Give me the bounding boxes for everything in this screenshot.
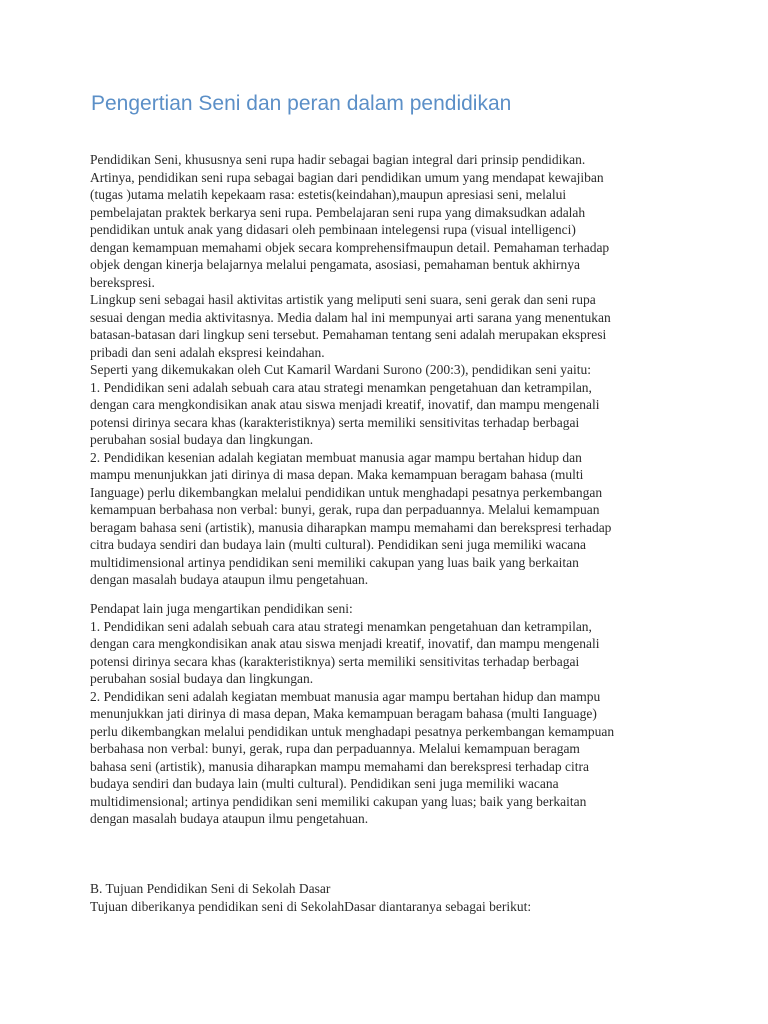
section-heading: B. Tujuan Pendidikan Seni di Sekolah Dasar: [90, 881, 331, 896]
paragraph-block-definition: [90, 151, 611, 589]
text-line: dengan kemampuan memahami objek secara komprehensifmaupun detail. Pemahaman terhadap: [90, 239, 610, 255]
text-line: potensi dirinya secara khas (karakteristiknya) serta memiliki sensitivitas terhadap berbagai: [90, 414, 580, 430]
text-line: dengan cara mengkondisikan anak atau siswa menjadi kreatif, inovatif, dan mampu mengenali: [90, 636, 600, 651]
text-line: Lingkup seni sebagai hasil aktivitas artistik yang meliputi seni suara, seni gerak dan seni rupa: [90, 292, 596, 307]
text-line: potensi dirinya secara khas (karakteristiknya) serta memiliki sensitivitas terhadap berbagai: [90, 653, 580, 669]
text-line: (tugas )utama melatih kepekaam rasa: estetis(keindahan),maupun apresiasi seni, melalui: [90, 187, 567, 202]
paragraph-block-goals: [90, 880, 531, 915]
text-line: 2. Pendidikan seni adalah kegiatan membuat manusia agar mampu bertahan hidup dan mampu: [90, 688, 601, 704]
text-line: Artinya, pendidikan seni rupa sebagai bagian dari pendidikan umum yang mendapat kewajiban: [90, 169, 604, 185]
text-line: pembelajatan praktek berkarya seni rupa. Pembelajaran seni rupa yang dimaksudkan adalah: [90, 204, 586, 220]
text-line: perubahan sosial budaya dan lingkungan.: [90, 432, 314, 447]
text-line: perlu dikembangkan melalui pendidikan untuk menghadapi pesatnya perkembangan kemampuan: [90, 723, 615, 739]
text-line: multidimensional artinya pendidikan seni memiliki cakupan yang luas baik yang berkaitan: [90, 554, 579, 570]
text-line: perubahan sosial budaya dan lingkungan.: [90, 671, 314, 686]
text-line: citra budaya sendiri dan budaya lain (multi cultural). Pendidikan seni juga memiliki wacana: [90, 537, 586, 552]
text-line: Pendapat lain juga mengartikan pendidikan seni:: [90, 601, 353, 616]
paragraph-block-other-opinion: [90, 600, 614, 828]
text-line: dengan masalah budaya ataupun ilmu pengetahuan.: [90, 572, 369, 587]
document-title: Pengertian Seni dan peran dalam pendidikan: [91, 92, 512, 115]
text-line: 1. Pendidikan seni adalah sebuah cara atau strategi menamkan pengetahuan dan ketrampilan,: [90, 379, 592, 395]
text-line: dengan cara mengkondisikan anak atau siswa menjadi kreatif, inovatif, dan mampu mengenali: [90, 397, 600, 412]
text-line: Tujuan diberikanya pendidikan seni di SekolahDasar diantaranya sebagai berikut:: [90, 898, 532, 914]
text-line: berbahasa non verbal: bunyi, gerak, rupa dan perpaduannya. Melalui kemampuan beragam: [90, 741, 580, 756]
text-line: budaya sendiri dan budaya lain (multi cultural). Pendidikan seni juga memiliki wacana: [90, 776, 559, 791]
text-line: pribadi dan seni adalah ekspresi keindahan.: [90, 344, 325, 360]
text-line: kemampuan berbahasa non verbal: bunyi, gerak, rupa dan perpaduannya. Melalui kemampuan: [90, 502, 600, 517]
text-line: beragam bahasa seni (artistik), manusia diharapkan mampu memahami dan berekspresi terhadap: [90, 519, 612, 535]
text-line: menunjukkan jati dirinya di masa depan, Maka kemampuan beragam bahasa (multi Ianguage): [90, 706, 597, 721]
text-line: Pendidikan Seni, khususnya seni rupa hadir sebagai bagian integral dari prinsip pendidikan.: [90, 152, 586, 167]
text-line: dengan masalah budaya ataupun ilmu pengetahuan.: [90, 811, 369, 826]
text-line: Seperti yang dikemukakan oleh Cut Kamaril Wardani Surono (200:3), pendidikan seni yaitu:: [90, 362, 592, 377]
text-line: objek dengan kinerja belajarnya melalui pengamata, asosiasi, pemahaman bentuk akhirnya: [90, 257, 580, 272]
text-line: bahasa seni (artistik), manusia diharapkan mampu memahami dan berekspresi terhadap citra: [90, 758, 589, 774]
text-line: mampu menunjukkan jati dirinya di masa depan. Maka kemampuan beragam bahasa (multi: [90, 467, 584, 482]
text-line: multidimensional; artinya pendidikan seni memiliki cakupan yang luas; baik yang berkaitan: [90, 793, 587, 809]
text-line: berekspresi.: [90, 274, 155, 290]
text-line: 1. Pendidikan seni adalah sebuah cara atau strategi menamkan pengetahuan dan ketrampilan,: [90, 618, 592, 634]
text-line: pendidikan untuk anak yang didasari oleh pembinaan intelegensi rupa (visual intelligenci): [90, 222, 576, 237]
text-line: 2. Pendidikan kesenian adalah kegiatan membuat manusia agar mampu bertahan hidup dan: [90, 449, 582, 465]
text-line: Ianguage) perlu dikembangkan melalui pendidikan untuk menghadapi pesatnya perkembangan: [90, 484, 603, 500]
text-line: sesuai dengan media aktivitasnya. Media dalam hal ini mempunyai arti sarana yang menentukan: [90, 309, 611, 325]
text-line: batasan-batasan dari lingkup seni tersebut. Pemahaman tentang seni adalah merupakan ekspresi: [90, 327, 607, 342]
